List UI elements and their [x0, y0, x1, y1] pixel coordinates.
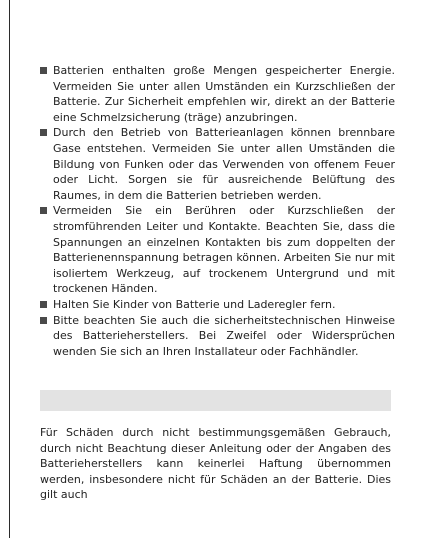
bullet-text: Batterien enthalten große Mengen gespeicherter Energie. Vermeiden Sie unter allen Umständen ein Kurzschließen der Batterie. Zur Sicherheit empfehlen wir, direkt an der Batterie eine Schmelzsicherung (träge) anzubringen.: [53, 64, 395, 124]
square-bullet-icon: [40, 207, 47, 214]
bullet-text: Durch den Betrieb von Batterieanlagen können brennbare Gase entstehen. Vermeiden Sie unter allen Umständen die Bildung von Funken oder das Verwenden von offenem Feuer oder Licht. Sorgen sie für ausreichende Belüftung des Raumes, in dem die Batterien betrieben werden.: [53, 126, 395, 202]
square-bullet-icon: [40, 67, 47, 74]
bullet-text: Halten Sie Kinder von Batterie und Laderegler fern.: [53, 297, 336, 311]
bullet-text: Bitte beachten Sie auch die sicherheitstechnischen Hinweise des Batterieherstellers. Bei Zweifel oder Widersprüchen wenden Sie sich an Ihren Installateur oder Fachhändler.: [53, 313, 395, 358]
bullet-item-manufacturer: [40, 313, 395, 360]
page-left-border: [9, 0, 10, 538]
bullet-item-contacts: [40, 203, 395, 297]
square-bullet-icon: [40, 301, 47, 308]
safety-bullet-list: [40, 63, 395, 359]
liability-paragraph: Für Schäden durch nicht bestimmungsgemäßen Gebrauch, durch nicht Beachtung dieser Anleitung oder der Angaben des Batterieherstellers kann keinerlei Haftung übernommen werden, insbesondere nicht für Schäden an der Batterie. Dies gilt auch: [40, 426, 391, 502]
bullet-item-children: [40, 297, 395, 313]
bullet-text: Vermeiden Sie ein Berühren oder Kurzschließen der stromführenden Leiter und Kontakte. Beachten Sie, dass die Spannungen an einzelnen Kontakten bis zum doppelten der Batterienennspannung betragen können. Arbeiten Sie nur mit isoliertem Werkzeug, auf trockenem Untergrund und mit trockenen Händen.: [53, 204, 395, 296]
bullet-item-gases: [40, 125, 395, 203]
section-heading-bar: [40, 390, 391, 411]
square-bullet-icon: [40, 317, 47, 324]
bullet-item-energy: [40, 63, 395, 125]
square-bullet-icon: [40, 129, 47, 136]
